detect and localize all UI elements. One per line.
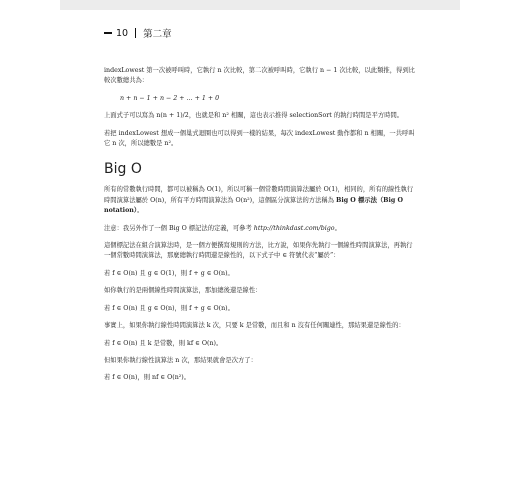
chapter-title: 第二章 — [143, 29, 172, 40]
paragraph-3: 若把 indexLowest 想成一個巢式迴圈也可以得到一樣的結果，每次 indexLowest 動作都和 n 相關，一共呼叫它 n 次，所以總數是 n²。 — [104, 129, 415, 148]
rule-1: 若 f ∈ O(n) 且 g ∈ O(1)，則 f + g ∈ O(n)。 — [104, 269, 234, 277]
header-rule — [104, 32, 112, 34]
paragraph-6: 這個標記法在組合演算法時，是一個方便撰寫規則的方法，比方說，如果你先執行一個線性時間演算法，再執行一個常數時間演算法，那麼總執行時間還是線性的，以下式子中 ∈ 符號代表“屬於”： — [104, 242, 413, 260]
rule-3: 若 f ∈ O(n) 且 k 是常數，則 kf ∈ O(n)。 — [104, 339, 223, 347]
p5-text: 注意：我另外作了一個 Big O 標記法的定義，可參考 — [104, 224, 254, 232]
paragraph-12: 但如果你執行線性演算法 n 次，那結果就會是次方了： — [104, 356, 257, 364]
page-content — [104, 66, 416, 391]
header-separator — [135, 28, 136, 38]
p4-text: 所有的常數執行時間，都可以被稱為 O(1)，所以可稱一個常數時間演算法屬於 O(1)，相同的，所有的線性執行時間演算法屬於 O(n)，所有平方時間演算法為 O(n²)，這個區分演算法的方法稱為 — [104, 186, 414, 204]
rule-2: 若 f ∈ O(n) 且 g ∈ O(n)，則 f + g ∈ O(n)。 — [104, 304, 234, 312]
rule-4: 若 f ∈ O(n)，則 nf ∈ O(n²)。 — [104, 374, 191, 382]
top-gray-bar — [60, 0, 460, 10]
section-heading: Big O — [104, 161, 142, 178]
paragraph-8: 如你執行的是兩個線性時間演算法，那加總後還是線性： — [104, 287, 262, 295]
paragraph-10: 事實上，如果你執行線性時間演算法 k 次，只要 k 是常數，而且和 n 沒有任何關連性，那結果還是線性的： — [104, 322, 405, 330]
p4-end: 。 — [137, 207, 144, 215]
p5-end: 。 — [334, 224, 341, 232]
p4-bold-term: Big O 標示法（Big O notation） — [104, 196, 403, 215]
paragraph-1: indexLowest 第一次被呼叫時，它執行 n 次比較，第二次被呼叫時，它執行 n − 1 次比較，以此類推，得到比較次數總共為： — [104, 67, 415, 85]
page-header — [104, 26, 172, 40]
paragraph-2: 上面式子可以寫為 n(n + 1)/2，也就是和 n² 相關，這也表示推得 selectionSort 的執行時間是平方時間。 — [104, 112, 404, 120]
paragraph-4 — [104, 185, 416, 216]
page-number: 10 — [116, 27, 129, 39]
paragraph-5 — [104, 224, 416, 234]
bigo-link[interactable]: http://thinkdast.com/bigo — [253, 224, 335, 232]
sum-formula: n + n − 1 + n − 2 + ... + 1 + 0 — [120, 94, 220, 102]
